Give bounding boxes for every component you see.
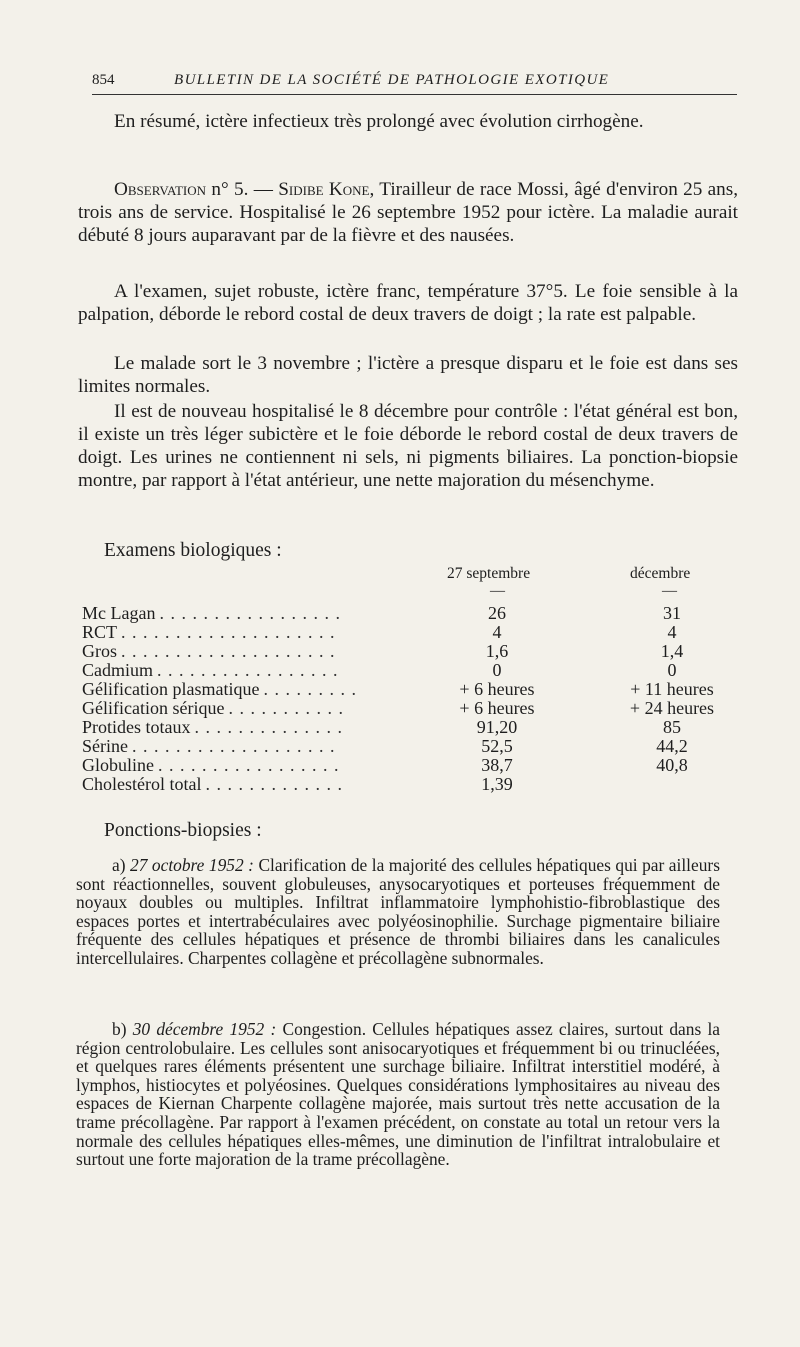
- value-september: + 6 heures: [459, 698, 535, 718]
- row-label: Cholestérol total: [82, 774, 202, 794]
- value-september: 0: [492, 660, 502, 680]
- observation-number: n° 5.: [211, 179, 249, 200]
- readmission-paragraph: Il est de nouveau hospitalisé le 8 décembre pour contrôle : l'état général est bon, il existe un très léger subictère et le foie déborde le rebord costal de deux travers de doigt. Les urines ne contiennent ni sels, ni pigments biliaires. La ponction-biopsie montre, par rapport à l'état antérieur, une nette majoration du mésenchyme.: [78, 401, 738, 491]
- observation-text: , Tirailleur de race Mossi, âgé d'environ 25 ans, trois ans de service. Hospitalisé le 26 septembre 1952 pour ictère. La maladie aurait débuté 8 jours auparavant par de la fièvre et des nausées.: [78, 179, 739, 246]
- discharge-paragraph: Le malade sort le 3 novembre ; l'ictère a presque disparu et le foie est dans ses limites normales.: [78, 353, 738, 397]
- value-september: 1,39: [481, 774, 513, 794]
- table-row: [82, 774, 742, 793]
- row-label: Protides totaux: [82, 717, 191, 737]
- row-label: Cadmium: [82, 660, 153, 680]
- biopsy-b-date: 30 décembre 1952 :: [132, 1019, 277, 1039]
- table-row: [82, 660, 742, 679]
- dot-leader: . . . . . . . . . . .: [228, 698, 344, 718]
- row-label: RCT: [82, 622, 118, 642]
- value-september: 38,7: [481, 755, 513, 775]
- value-december: 1,4: [660, 641, 684, 661]
- row-label: Gélification sérique: [82, 698, 225, 718]
- value-september: + 6 heures: [459, 679, 535, 699]
- biopsy-b-text: Congestion. Cellules hépatiques assez claires, surtout dans la région centrolobulaire. Les cellules sont anisocaryotiques et fréquemment bi ou trinucléées, et quelques rares éléments présentent une surchage biliaire. Infiltrat interstitiel modéré, à lymphos, histiocytes et polyéosines. Quelques considérations lymphositaires au niveau des espaces de Kiernan Charpente collagène majorée, mais surtout très nette accusation de la trame précollagène. Par rapport à l'examen précédent, on constate au total un retour vers la normale des cellules hépatiques elles-mêmes, une diminution de l'infiltrat intralobulaire et surtout une forte majoration de la trame précollagène.: [76, 1019, 721, 1170]
- dot-leader: . . . . . . . . .: [263, 679, 357, 699]
- biopsy-a-date: 27 octobre 1952 :: [130, 855, 254, 875]
- table-row: [82, 603, 742, 622]
- value-december: 85: [663, 717, 681, 737]
- dot-leader: . . . . . . . . . . . . . . . . .: [159, 603, 341, 623]
- table-row: [82, 622, 742, 641]
- value-december: + 11 heures: [630, 679, 714, 699]
- dot-leader: . . . . . . . . . . . . . . . . .: [157, 660, 339, 680]
- biopsy-b-marker: b): [112, 1019, 127, 1039]
- biopsies-heading: Ponctions-biopsies :: [104, 820, 262, 841]
- table-row: [82, 717, 742, 736]
- row-label: Globuline: [82, 755, 154, 775]
- running-header: [92, 68, 737, 95]
- biopsy-a: [76, 856, 720, 968]
- journal-title: BULLETIN DE LA SOCIÉTÉ DE PATHOLOGIE EXOTIQUE: [174, 72, 610, 88]
- table-row: [82, 736, 742, 755]
- dot-leader: . . . . . . . . . . . . . . . . . . .: [131, 736, 336, 756]
- column-header-december: décembre: [630, 565, 691, 582]
- value-september: 26: [488, 603, 506, 623]
- observation-dash: —: [248, 179, 279, 200]
- patient-name: Sidibe Kone: [278, 179, 370, 200]
- biopsy-a-marker: a): [112, 855, 126, 875]
- value-december: 31: [663, 603, 681, 623]
- biopsy-b: [76, 1020, 720, 1169]
- column-dash-september: —: [490, 583, 505, 599]
- table-row: [82, 679, 742, 698]
- dot-leader: . . . . . . . . . . . . . . . . . . . .: [121, 622, 336, 642]
- value-december: 40,8: [656, 755, 688, 775]
- dot-leader: . . . . . . . . . . . . . . . . .: [158, 755, 340, 775]
- exam-paragraph: A l'examen, sujet robuste, ictère franc, température 37°5. Le foie sensible à la palpation, déborde le rebord costal de deux travers de doigt ; la rate est palpable.: [78, 281, 738, 325]
- lab-results-table: [82, 565, 742, 805]
- table-row: [82, 698, 742, 717]
- value-december: 4: [667, 622, 677, 642]
- page-number: 854: [92, 72, 115, 88]
- dot-leader: . . . . . . . . . . . . .: [205, 774, 343, 794]
- table-row: [82, 641, 742, 660]
- column-dash-december: —: [662, 583, 677, 599]
- row-label: Mc Lagan: [82, 603, 156, 623]
- column-header-september: 27 septembre: [447, 565, 531, 582]
- value-september: 1,6: [485, 641, 509, 661]
- value-december: 44,2: [656, 736, 688, 756]
- value-september: 52,5: [481, 736, 513, 756]
- biopsy-a-text: Clarification de la majorité des cellules hépatiques qui par ailleurs sont réactionnelles, souvent globuleuses, anysocaryotiques et porteuses fréquemment de noyaux doubles ou multiples. Infiltrat inflammatoire lymphohistio-fibroblastique des espaces portes et intertrabéculaires avec polyéosinophilie. Surchage pigmentaire biliaire fréquente des cellules hépatiques et présence de thrombi biliaires dans les canalicules intercellulaires. Charpentes collagène et précollagène subnormales.: [76, 855, 720, 968]
- observation-label: Observation: [114, 179, 207, 200]
- dot-leader: . . . . . . . . . . . . . .: [194, 717, 343, 737]
- row-label: Gélification plasmatique: [82, 679, 260, 699]
- row-label: Gros: [82, 641, 117, 661]
- value-september: 4: [492, 622, 502, 642]
- observation-paragraph: [78, 178, 738, 247]
- value-september: 91,20: [476, 717, 518, 737]
- row-label: Sérine: [82, 736, 128, 756]
- value-december: + 24 heures: [629, 698, 715, 718]
- value-december: 0: [667, 660, 677, 680]
- exams-heading: Examens biologiques :: [104, 540, 282, 561]
- dot-leader: . . . . . . . . . . . . . . . . . . . .: [121, 641, 336, 661]
- table-row: [82, 755, 742, 774]
- summary-paragraph: En résumé, ictère infectieux très prolongé avec évolution cirrhogène.: [114, 111, 644, 132]
